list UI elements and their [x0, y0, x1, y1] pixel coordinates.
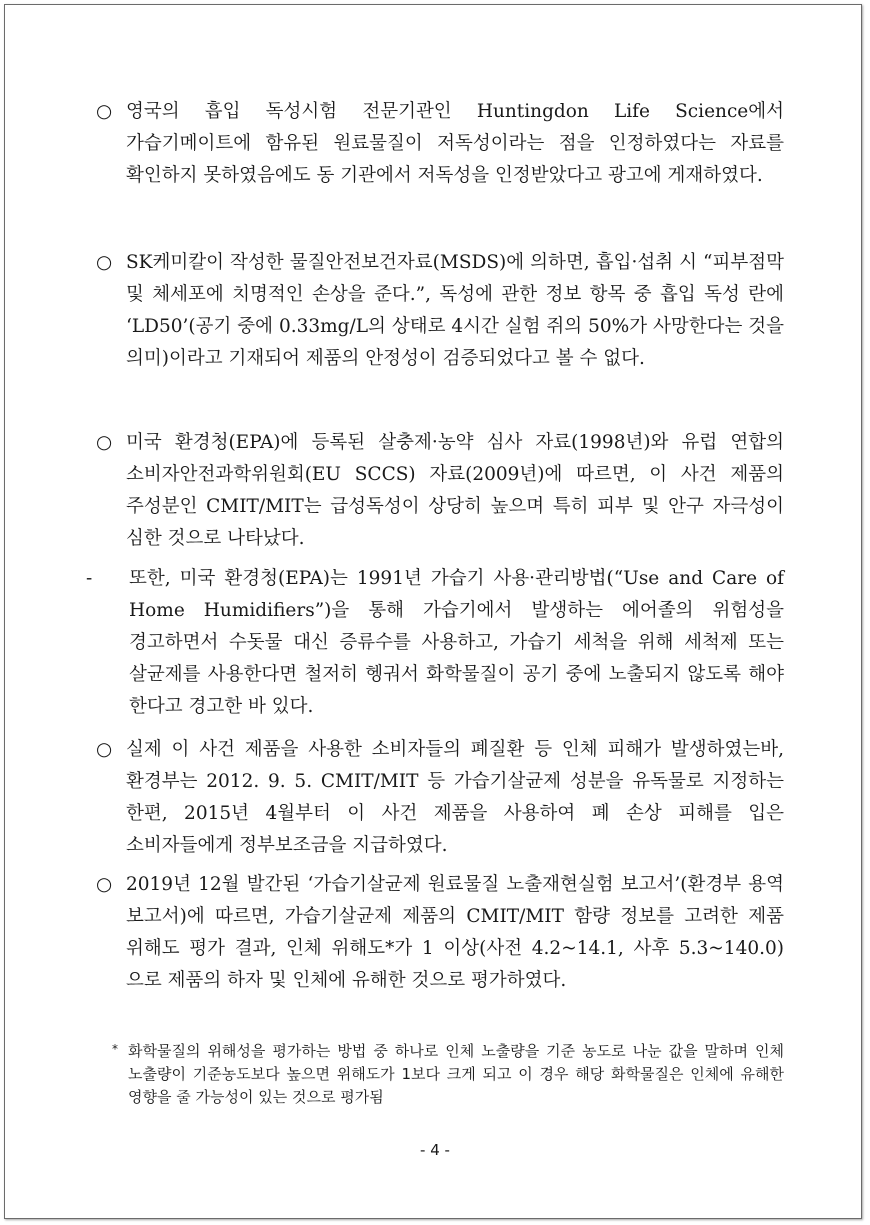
paragraph-item: [96, 734, 784, 862]
paragraph-text: SK케미칼이 작성한 물질안전보건자료(MSDS)에 의하면, 흡입·섭취 시 “피부점막 및 체세포에 치명적인 손상을 준다.”, 독성에 관한 정보 항목 중 흡입 독성 란에 ‘LD50’(공기 중에 0.33mg/L의 상태로 4시간 실험 쥐의 50%가 사망한다는 것을 의미)이라고 기재되어 제품의 안정성이 검증되었다고 볼 수 없다.: [126, 252, 784, 369]
paragraph-item: [96, 96, 784, 192]
paragraph-item: [96, 427, 784, 555]
bullet-circle-marker: ○: [96, 101, 113, 122]
paragraph-text: 미국 환경청(EPA)에 등록된 살충제·농약 심사 자료(1998년)와 유럽 연합의 소비자안전과학위원회(EU SCCS) 자료(2009년)에 따르면, 이 사건 제품의 주성분인 CMIT/MIT는 급성독성이 상당히 높으며 특히 피부 및 안구 자극성이 심한 것으로 나타났다.: [126, 432, 784, 549]
paragraph-item: [96, 869, 784, 997]
footnote-text: 화학물질의 위해성을 평가하는 방법 중 하나로 인체 노출량을 기준 농도로 나눈 값을 말하며 인체 노출량이 기준농도보다 높으면 위해도가 1보다 크게 되고 이 경우 해당 화학물질은 인체에 유해한 영향을 줄 가능성이 있는 것으로 평가됨: [128, 1042, 784, 1106]
paragraph-text: 실제 이 사건 제품을 사용한 소비자들의 폐질환 등 인체 피해가 발생하였는바, 환경부는 2012. 9. 5. CMIT/MIT 등 가습기살균제 성분을 유독물로 지정하는 한편, 2015년 4월부터 이 사건 제품을 사용하여 폐 손상 피해를 입은 소비자들에게 정부보조금을 지급하였다.: [126, 739, 784, 856]
paragraph-text: 2019년 12월 발간된 ‘가습기살균제 원료물질 노출재현실험 보고서’(환경부 용역 보고서)에 따르면, 가습기살균제 제품의 CMIT/MIT 함량 정보를 고려한 제품 위해도 평가 결과, 인체 위해도*가 1 이상(사전 4.2~14.1, 사후 5.3~140.0)으로 제품의 하자 및 인체에 유해한 것으로 평가하였다.: [126, 874, 784, 991]
footnote: [112, 1040, 784, 1109]
paragraph-subitem: [86, 563, 784, 723]
page-number: - 4 -: [420, 1141, 450, 1159]
paragraph-text: 또한, 미국 환경청(EPA)는 1991년 가습기 사용·관리방법(“Use and Care of Home Humidifiers”)을 통해 가습기에서 발생하는 에어졸의 위험성을 경고하면서 수돗물 대신 증류수를 사용하고, 가습기 세척을 위해 세척제 또는 살균제를 사용한다면 철저히 헹궈서 화학물질이 공기 중에 노출되지 않도록 해야 한다고 경고한 바 있다.: [129, 568, 784, 717]
bullet-circle-marker: ○: [96, 432, 113, 453]
paragraph-item: [96, 247, 784, 375]
footnote-asterisk: *: [112, 1042, 118, 1056]
bullet-dash-marker: -: [86, 568, 93, 589]
paragraph-text: 영국의 흡입 독성시험 전문기관인 Huntingdon Life Science에서 가습기메이트에 함유된 원료물질이 저독성이라는 점을 인정하였다는 자료를 확인하지 못하였음에도 동 기관에서 저독성을 인정받았다고 광고에 게재하였다.: [126, 101, 784, 186]
bullet-circle-marker: ○: [96, 252, 113, 273]
bullet-circle-marker: ○: [96, 739, 113, 760]
bullet-circle-marker: ○: [96, 874, 113, 895]
